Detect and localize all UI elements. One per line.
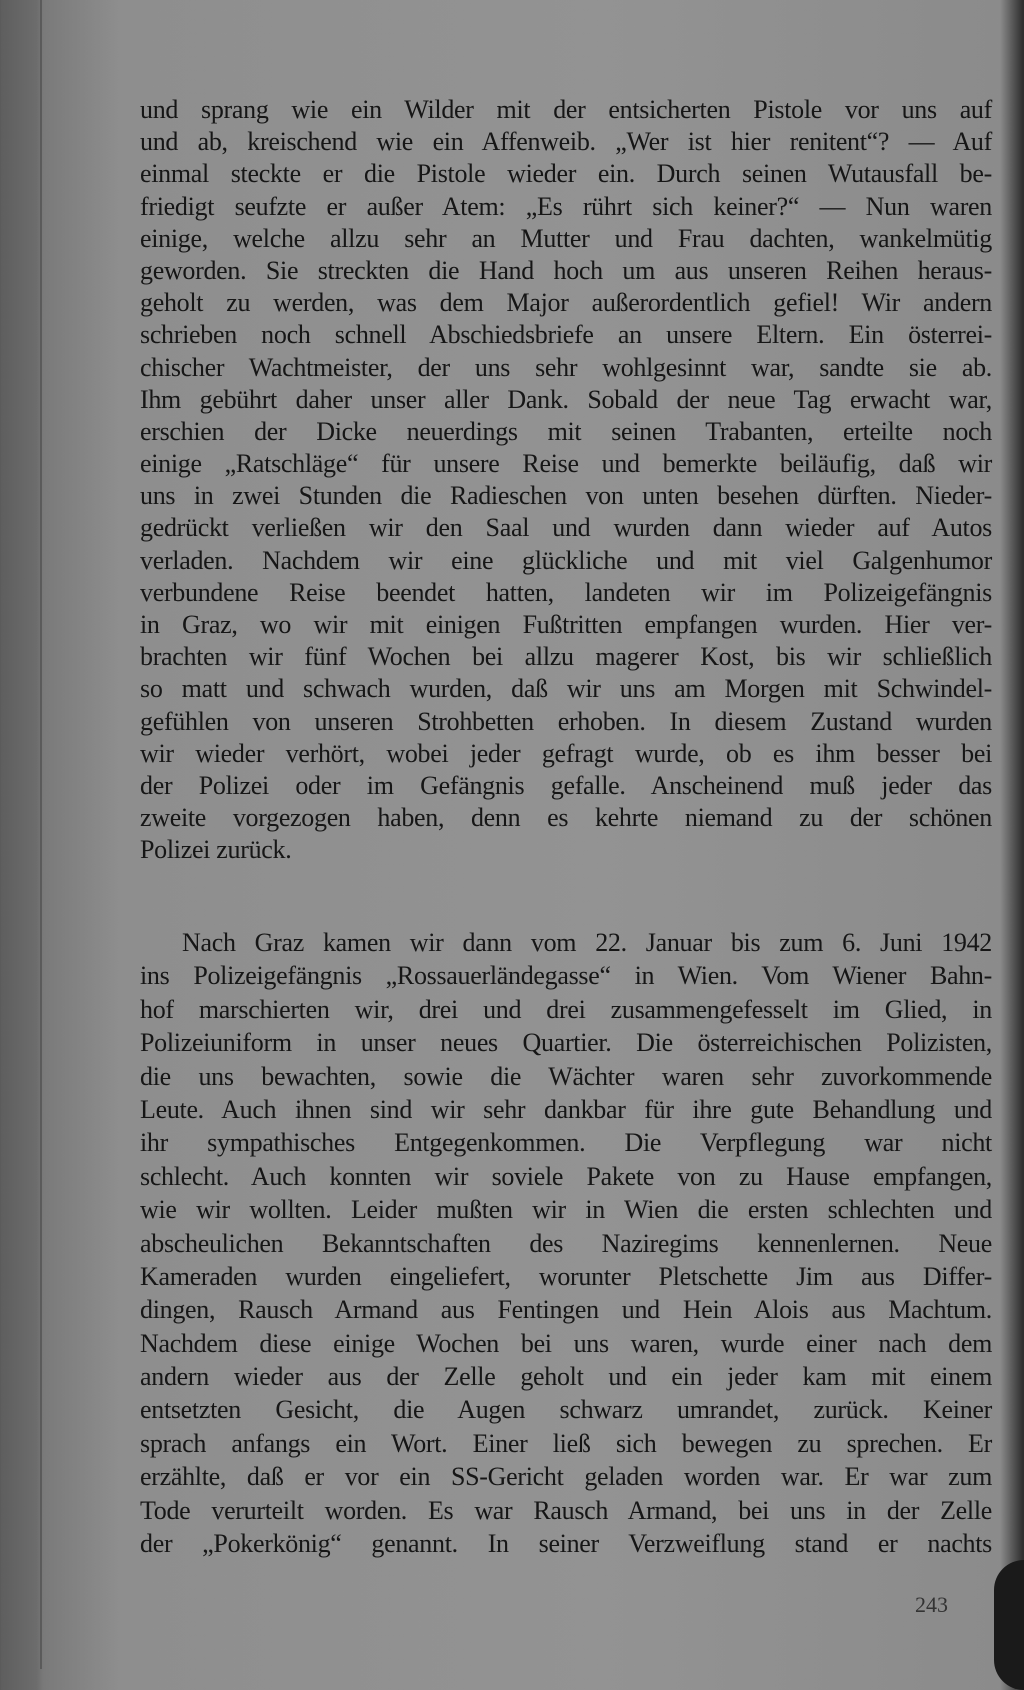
page-gutter [40, 0, 42, 1669]
text-line: Tode verurteilt worden. Es war Rausch Armand, bei uns in der Zelle [140, 1495, 992, 1525]
text-line: und ab, kreischend wie ein Affenweib. „Wer ist hier renitent“? — Auf [140, 127, 992, 157]
text-line: gedrückt verließen wir den Saal und wurden dann wieder auf Autos [140, 513, 992, 543]
thumb-shadow [994, 1560, 1024, 1690]
text-line: Polizeiuniform in unser neues Quartier. Die österreichischen Polizisten, [140, 1028, 992, 1058]
text-line: und sprang wie ein Wilder mit der entsicherten Pistole vor uns auf [140, 95, 992, 124]
text-line: Nach Graz kamen wir dann vom 22. Januar bis zum 6. Juni 1942 [182, 928, 992, 957]
text-line: in Graz, wo wir mit einigen Fußtritten empfangen wurden. Hier ver- [140, 610, 992, 639]
text-line: schlecht. Auch konnten wir soviele Pakete von zu Hause empfangen, [140, 1161, 992, 1191]
text-line: geholt zu werden, was dem Major außerordentlich gefiel! Wir andern [140, 288, 992, 318]
text-line: hof marschierten wir, drei und drei zusammengefesselt im Glied, in [140, 994, 992, 1024]
text-line: verladen. Nachdem wir eine glückliche und mit viel Galgenhumor [140, 545, 992, 575]
text-line: sprach anfangs ein Wort. Einer ließ sich bewegen zu sprechen. Er [140, 1428, 992, 1458]
text-line: Leute. Auch ihnen sind wir sehr dankbar für ihre gute Behandlung und [140, 1094, 992, 1124]
text-line: einige, welche allzu sehr an Mutter und Frau dachten, wankelmütig [140, 223, 992, 253]
text-line: geworden. Sie streckten die Hand hoch um aus unseren Reihen heraus- [140, 255, 992, 285]
text-line: erzählte, daß er vor ein SS-Gericht geladen worden war. Er war zum [140, 1462, 992, 1492]
text-line: wir wieder verhört, wobei jeder gefragt wurde, ob es ihm besser bei [140, 738, 992, 768]
text-line: die uns bewachten, sowie die Wächter waren sehr zuvorkommende [140, 1061, 992, 1091]
text-line: der Polizei oder im Gefängnis gefalle. Anscheinend muß jeder das [140, 770, 992, 800]
text-line: chischer Wachtmeister, der uns sehr wohlgesinnt war, sandte sie ab. [140, 352, 992, 382]
text-line: ins Polizeigefängnis „Rossauerländegasse“ in Wien. Vom Wiener Bahn- [140, 961, 992, 991]
paragraph-1 [140, 94, 992, 867]
page-number: 243 [915, 1592, 948, 1617]
text-line: einige „Ratschläge“ für unsere Reise und bemerkte beiläufig, daß wir [140, 449, 992, 479]
text-line: wie wir wollten. Leider mußten wir in Wien die ersten schlechten und [140, 1195, 992, 1225]
paragraph-2 [140, 926, 992, 1560]
text-line: uns in zwei Stunden die Radieschen von unten besehen dürften. Nieder- [140, 481, 992, 511]
text-line: der „Pokerkönig“ genannt. In seiner Verzweiflung stand er nachts [140, 1529, 992, 1559]
text-line: entsetzten Gesicht, die Augen schwarz umrandet, zurück. Keiner [140, 1395, 992, 1425]
text-line: abscheulichen Bekanntschaften des Naziregims kennenlernen. Neue [140, 1228, 992, 1258]
text-line: gefühlen von unseren Strohbetten erhoben. In diesem Zustand wurden [140, 706, 992, 736]
text-line: ihr sympathisches Entgegenkommen. Die Verpflegung war nicht [140, 1128, 992, 1158]
text-line: Ihm gebührt daher unser aller Dank. Sobald der neue Tag erwacht war, [140, 384, 992, 414]
text-line: brachten wir fünf Wochen bei allzu magerer Kost, bis wir schließlich [140, 642, 992, 672]
text-line: zweite vorgezogen haben, denn es kehrte niemand zu der schönen [140, 803, 992, 833]
text-line: schrieben noch schnell Abschiedsbriefe an unsere Eltern. Ein österrei- [140, 320, 992, 350]
text-line: andern wieder aus der Zelle geholt und ein jeder kam mit einem [140, 1362, 992, 1392]
text-line: einmal steckte er die Pistole wieder ein. Durch seinen Wutausfall be- [140, 159, 992, 189]
text-line: so matt und schwach wurden, daß wir uns am Morgen mit Schwindel- [140, 674, 992, 704]
text-line: Nachdem diese einige Wochen bei uns waren, wurde einer nach dem [140, 1328, 992, 1358]
text-line: dingen, Rausch Armand aus Fentingen und Hein Alois aus Machtum. [140, 1295, 992, 1325]
text-line: Polizei zurück. [140, 835, 292, 865]
text-line: friedigt seufzte er außer Atem: „Es rührt sich keiner?“ — Nun waren [140, 191, 992, 221]
text-line: erschien der Dicke neuerdings mit seinen Trabanten, erteilte noch [140, 416, 992, 446]
text-line: verbundene Reise beendet hatten, landeten wir im Polizeigefängnis [140, 577, 992, 607]
text-line: Kameraden wurden eingeliefert, worunter Pletschette Jim aus Differ- [140, 1261, 992, 1291]
